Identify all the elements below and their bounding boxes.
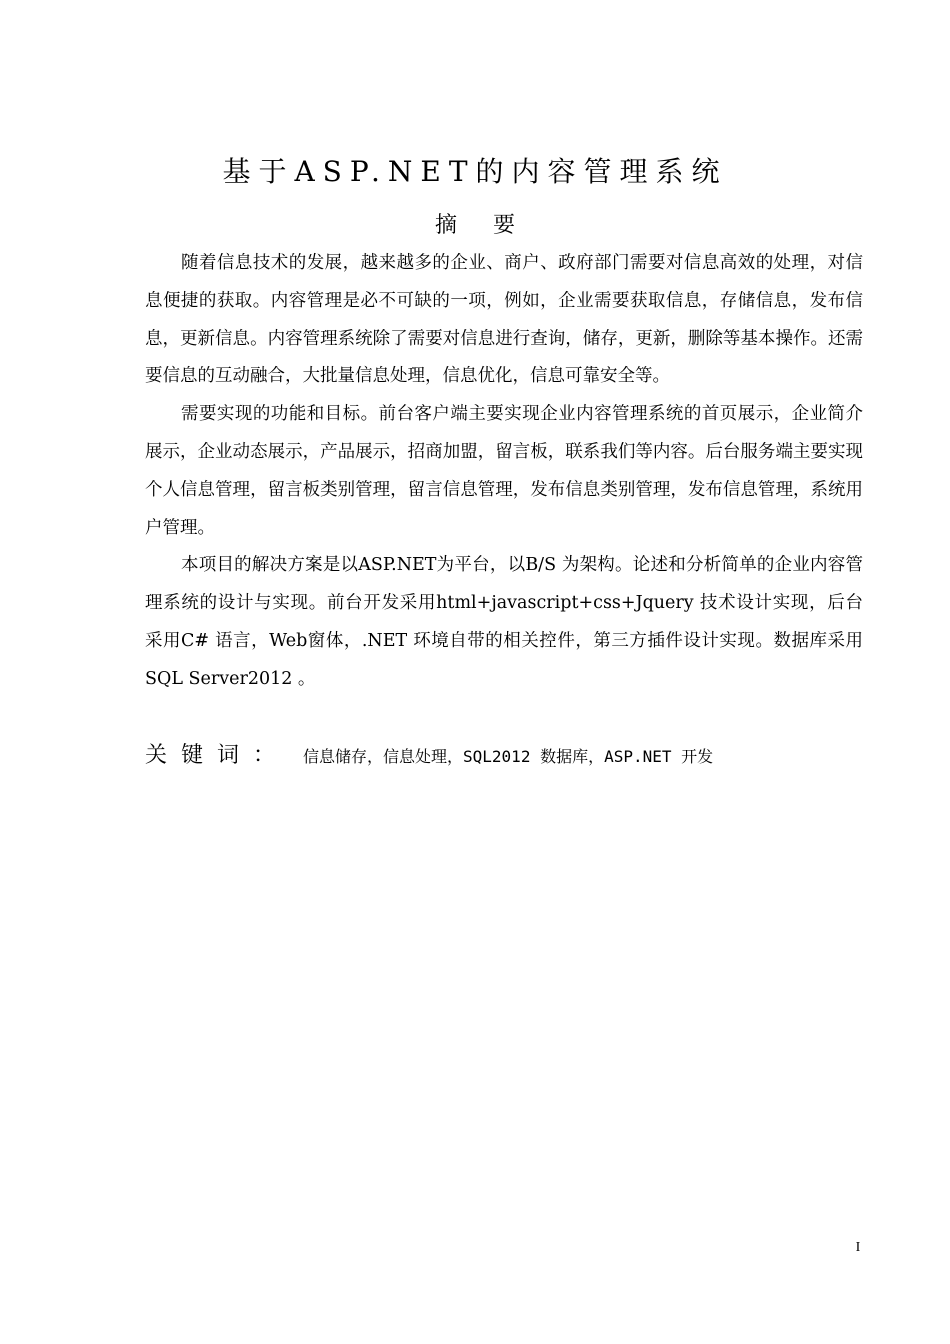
page-number: I: [855, 1240, 861, 1255]
document-title: 基于ASP.NET的内容管理系统: [222, 155, 728, 188]
keywords-line: [145, 738, 863, 775]
abstract-body: [145, 245, 863, 699]
abstract-heading: 摘要: [434, 213, 551, 238]
abstract-paragraph: 随着信息技术的发展，越来越多的企业、商户、政府部门需要对信息高效的处理，对信息便捷的获取。内容管理是必不可缺的一项，例如，企业需要获取信息，存储信息，发布信息，更新信息。内容管理系统除了需要对信息进行查询，储存，更新，删除等基本操作。还需要信息的互动融合，大批量信息处理，信息优化，信息可靠安全等。: [145, 253, 863, 387]
abstract-paragraph: 需要实现的功能和目标。前台客户端主要实现企业内容管理系统的首页展示，企业简介展示，企业动态展示，产品展示，招商加盟，留言板，联系我们等内容。后台服务端主要实现个人信息管理，留言板类别管理，留言信息管理，发布信息类别管理，发布信息管理，系统用户管理。: [145, 404, 863, 538]
abstract-paragraph: 本项目的解决方案是以ASP.NET为平台，以B/S 为架构。论述和分析简单的企业内容管理系统的设计与实现。前台开发采用html+javascript+css+Jquery 技术设计实现，后台采用C# 语言，Web窗体，.NET 环境自带的相关控件，第三方插件设计实现。数据库采用SQL Server2012 。: [145, 555, 863, 689]
keywords-text: 信息储存，信息处理，SQL2012 数据库，ASP.NET 开发: [303, 747, 714, 766]
keywords-label: 关键词：: [145, 743, 290, 768]
